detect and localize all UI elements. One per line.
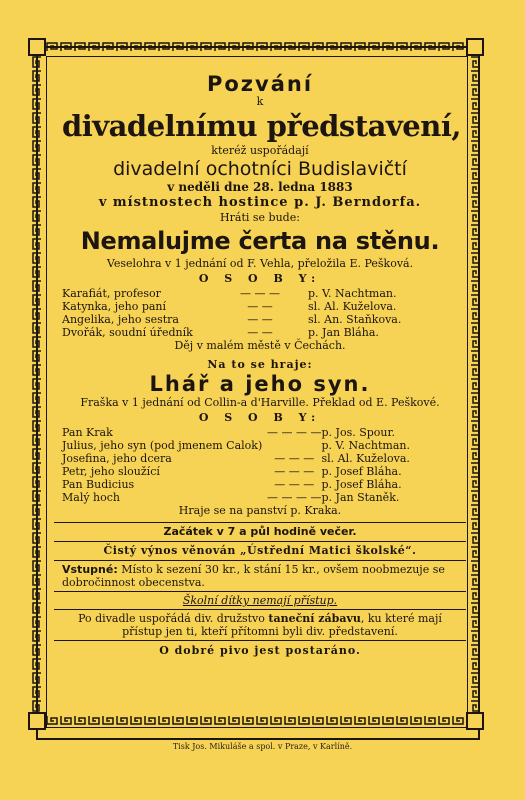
cast-dashes: — — — bbox=[240, 287, 280, 300]
organizer-name: divadelní ochotníci Budislavičtí bbox=[113, 158, 407, 180]
cast-actor: p. Josef Bláha. bbox=[321, 465, 402, 478]
play1-setting: Děj v malém městě v Čechách. bbox=[174, 339, 346, 352]
cast-actor: p. V. Nachtman. bbox=[308, 287, 397, 300]
dance-notice bbox=[62, 610, 458, 640]
invitation-heading: Pozvání bbox=[206, 72, 314, 96]
children-notice: Školní dítky nemají přístup. bbox=[182, 594, 338, 607]
left-frieze-ornament bbox=[32, 56, 42, 728]
bottom-frieze-ornament bbox=[46, 715, 468, 725]
cast-dashes: — — bbox=[247, 326, 273, 339]
play2-cast-table bbox=[62, 426, 458, 504]
event-date: v neděli dne 28. ledna 1883 bbox=[167, 180, 353, 194]
cast-role: Pan Krak bbox=[62, 426, 113, 439]
admission-info bbox=[62, 561, 458, 591]
cast-row bbox=[62, 300, 458, 313]
organizer-intro: kteréž uspořádají bbox=[211, 144, 309, 157]
cast-role: Dvořák, soudní úředník bbox=[62, 326, 193, 339]
admission-text: Místo k sezení 30 kr., k stání 15 kr., ovšem noobmezuje se dobročinnost obecenstva. bbox=[62, 563, 445, 589]
dance-notice-start: Po divadle uspořádá div. družstvo bbox=[78, 612, 265, 625]
cast-role: Petr, jeho sloužící bbox=[62, 465, 160, 478]
cast-actor: sl. An. Staňkova. bbox=[308, 313, 402, 326]
cast-row bbox=[62, 465, 458, 478]
cast-actor: p. V. Nachtman. bbox=[321, 439, 410, 452]
cast-dashes: — — bbox=[247, 313, 273, 326]
cast-role: Malý hoch bbox=[62, 491, 121, 504]
connector-k: k bbox=[256, 95, 264, 108]
play2-intro: Na to se hraje: bbox=[207, 358, 313, 371]
play2-title: Lhář a jeho syn. bbox=[149, 372, 371, 396]
cast-dashes: — — — — bbox=[267, 491, 322, 504]
play2-note: Fraška v 1 jednání od Collin-a d'Harville. Překlad od E. Peškové. bbox=[80, 396, 440, 409]
cast-dashes: — — bbox=[247, 300, 273, 313]
printer-imprint: Tisk Jos. Mikuláše a spol. v Praze, v Karlíně. bbox=[172, 742, 353, 751]
corner-ornament bbox=[28, 38, 46, 56]
cast-role: Josefina, jeho dcera bbox=[62, 452, 172, 465]
main-headline: divadelnímu představení, bbox=[62, 109, 461, 143]
cast-row bbox=[62, 426, 458, 439]
cast-row bbox=[62, 326, 458, 339]
cast-dashes bbox=[267, 439, 322, 452]
admission-label: Vstupné: bbox=[62, 563, 118, 576]
beer-notice: O dobré pivo jest postaráno. bbox=[159, 644, 361, 657]
proceeds-dedication: Čistý výnos věnován „Ústřední Matici školské“. bbox=[103, 544, 417, 557]
cast-row bbox=[62, 313, 458, 326]
cast-row bbox=[62, 452, 458, 465]
cast-dashes: — — — bbox=[274, 478, 315, 491]
cast-row bbox=[62, 439, 458, 452]
play1-cast-table bbox=[62, 287, 458, 339]
cast-row bbox=[62, 478, 458, 491]
cast-dashes: — — — bbox=[274, 452, 315, 465]
cast-actor: sl. Al. Kuželova. bbox=[308, 300, 397, 313]
play2-cast-heading: O S O B Y: bbox=[198, 411, 322, 424]
cast-actor: p. Jos. Spour. bbox=[321, 426, 396, 439]
cast-row bbox=[62, 287, 458, 300]
event-venue: v místnostech hostince p. J. Berndorfa. bbox=[98, 195, 422, 210]
poster-content bbox=[62, 70, 461, 661]
right-frieze-ornament bbox=[470, 56, 480, 728]
play2-setting: Hraje se na panství p. Kraka. bbox=[178, 504, 342, 517]
play1-cast-heading: O S O B Y: bbox=[198, 272, 322, 285]
cast-role: Pan Budicius bbox=[62, 478, 135, 491]
program-intro: Hráti se bude: bbox=[220, 211, 300, 224]
start-time: Začátek v 7 a půl hodině večer. bbox=[163, 525, 357, 538]
corner-ornament bbox=[466, 38, 484, 56]
play1-title: Nemalujme čerta na stěnu. bbox=[80, 227, 440, 255]
play1-note: Veselohra v 1 jednání od F. Vehla, přeložila E. Pešková. bbox=[106, 257, 414, 270]
cast-role: Katynka, jeho paní bbox=[62, 300, 167, 313]
dance-notice-end: , ku které mají přístup jen ti, kteří přítomni byli div. představení. bbox=[122, 612, 442, 638]
cast-actor: p. Josef Bláha. bbox=[321, 478, 402, 491]
cast-dashes: — — — bbox=[274, 465, 315, 478]
corner-ornament bbox=[28, 712, 46, 730]
cast-role: Karafiát, profesor bbox=[62, 287, 161, 300]
dance-notice-emphasis: taneční zábavu bbox=[268, 612, 361, 625]
cast-role: Julius, jeho syn (pod jmenem Calok) bbox=[62, 439, 263, 452]
corner-ornament bbox=[466, 712, 484, 730]
top-frieze-ornament bbox=[46, 42, 468, 52]
cast-actor: sl. Al. Kuželova. bbox=[321, 452, 410, 465]
cast-actor: p. Jan Bláha. bbox=[308, 326, 379, 339]
cast-dashes: — — — — bbox=[267, 426, 322, 439]
cast-role: Angelika, jeho sestra bbox=[62, 313, 179, 326]
cast-actor: p. Jan Staněk. bbox=[321, 491, 400, 504]
cast-row bbox=[62, 491, 458, 504]
